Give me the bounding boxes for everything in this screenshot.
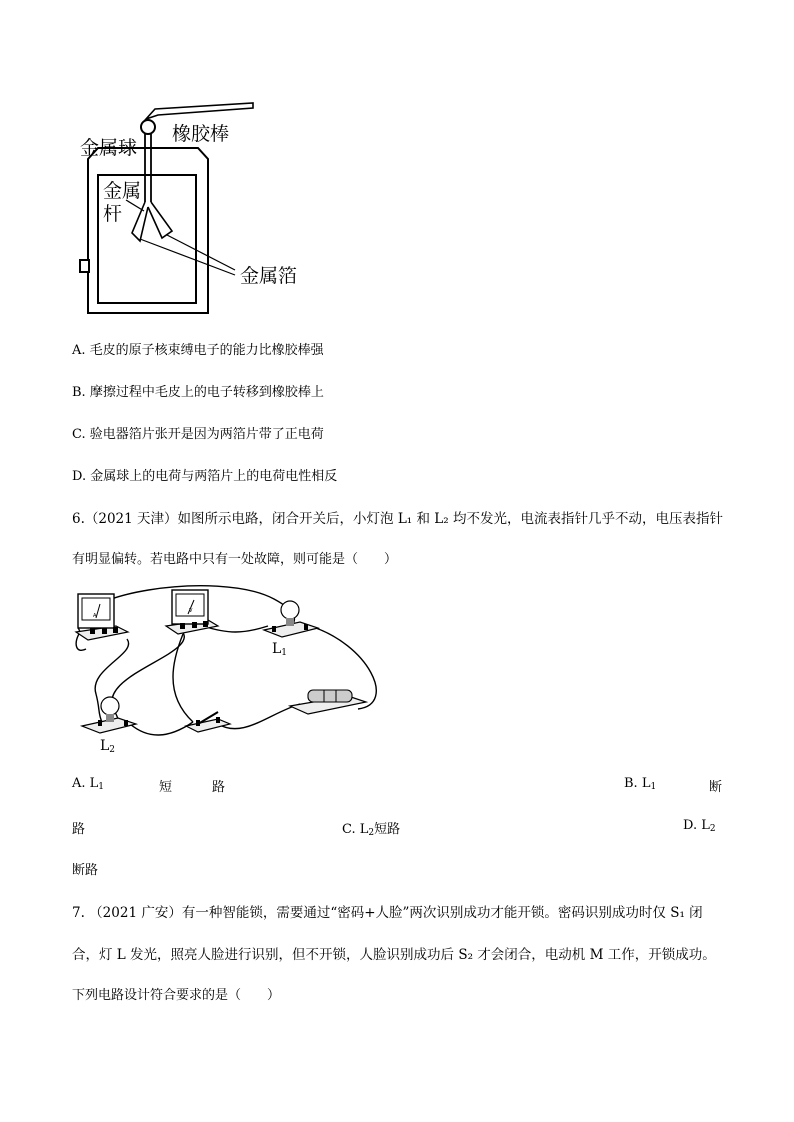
q6-option-d-prefix: D. $L_2$ bbox=[683, 818, 716, 834]
q5-option-c: C. 验电器箔片张开是因为两箔片带了正电荷 bbox=[72, 427, 324, 442]
q5-option-d: D. 金属球上的电荷与两箔片上的电荷电性相反 bbox=[72, 469, 338, 484]
q7-line1: 7. （2021 广安）有一种智能锁，需要通过“密码+人脸”两次识别成功才能开锁。密码识别成功时仅 S₁ 闭 bbox=[72, 905, 703, 921]
circuit-figure bbox=[68, 574, 388, 754]
q6-option-d-word: 断路 bbox=[72, 863, 99, 878]
label-rubber-rod: 橡胶棒 bbox=[172, 123, 230, 145]
q6-option-b-word2: 路 bbox=[72, 822, 86, 837]
label-metal-stem-1: 金属 bbox=[103, 180, 142, 202]
q7-line3: 下列电路设计符合要求的是（ ） bbox=[72, 988, 281, 1003]
svg-text:A: A bbox=[93, 613, 97, 619]
lamp-l1 bbox=[264, 601, 318, 637]
lamp-l2 bbox=[82, 697, 136, 733]
label-metal-stem-2: 杆 bbox=[103, 203, 123, 225]
voltmeter bbox=[166, 590, 218, 634]
q6-option-b-prefix: B. $L_1$ bbox=[624, 776, 657, 792]
label-metal-foil: 金属箔 bbox=[240, 265, 298, 287]
svg-text:V: V bbox=[189, 608, 193, 614]
q7-line2: 合，灯 L 发光，照亮人脸进行识别，但不开锁，人脸识别成功后 S₂ 才会闭合，电动机 M 工作，开锁成功。 bbox=[72, 947, 716, 963]
q6-stem-line2: 有明显偏转。若电路中只有一处故障，则可能是（ ） bbox=[72, 552, 398, 567]
q6-option-a-prefix: A. $L_1$ bbox=[72, 776, 105, 792]
battery bbox=[290, 690, 366, 714]
label-l2: $L_2$ bbox=[100, 738, 116, 755]
q6-option-a-word2: 路 bbox=[212, 780, 226, 795]
q6-stem-line1: 6.（2021 天津）如图所示电路，闭合开关后，小灯泡 L₁ 和 L₂ 均不发光，电流表指针几乎不动，电压表指针 bbox=[72, 511, 723, 527]
q6-option-b-word1: 断 bbox=[709, 780, 723, 795]
q5-option-a: A. 毛皮的原子核束缚电子的能力比橡胶棒强 bbox=[72, 343, 324, 358]
q5-option-b: B. 摩擦过程中毛皮上的电子转移到橡胶棒上 bbox=[72, 385, 324, 400]
ammeter bbox=[76, 594, 128, 640]
q6-option-a-word1: 短 bbox=[159, 780, 173, 795]
label-metal-ball: 金属球 bbox=[80, 137, 138, 159]
metal-ball bbox=[141, 120, 155, 134]
label-l1: $L_1$ bbox=[272, 641, 288, 658]
q6-option-c: C. $L_2$短路 bbox=[342, 822, 401, 838]
rubber-rod bbox=[146, 103, 253, 119]
